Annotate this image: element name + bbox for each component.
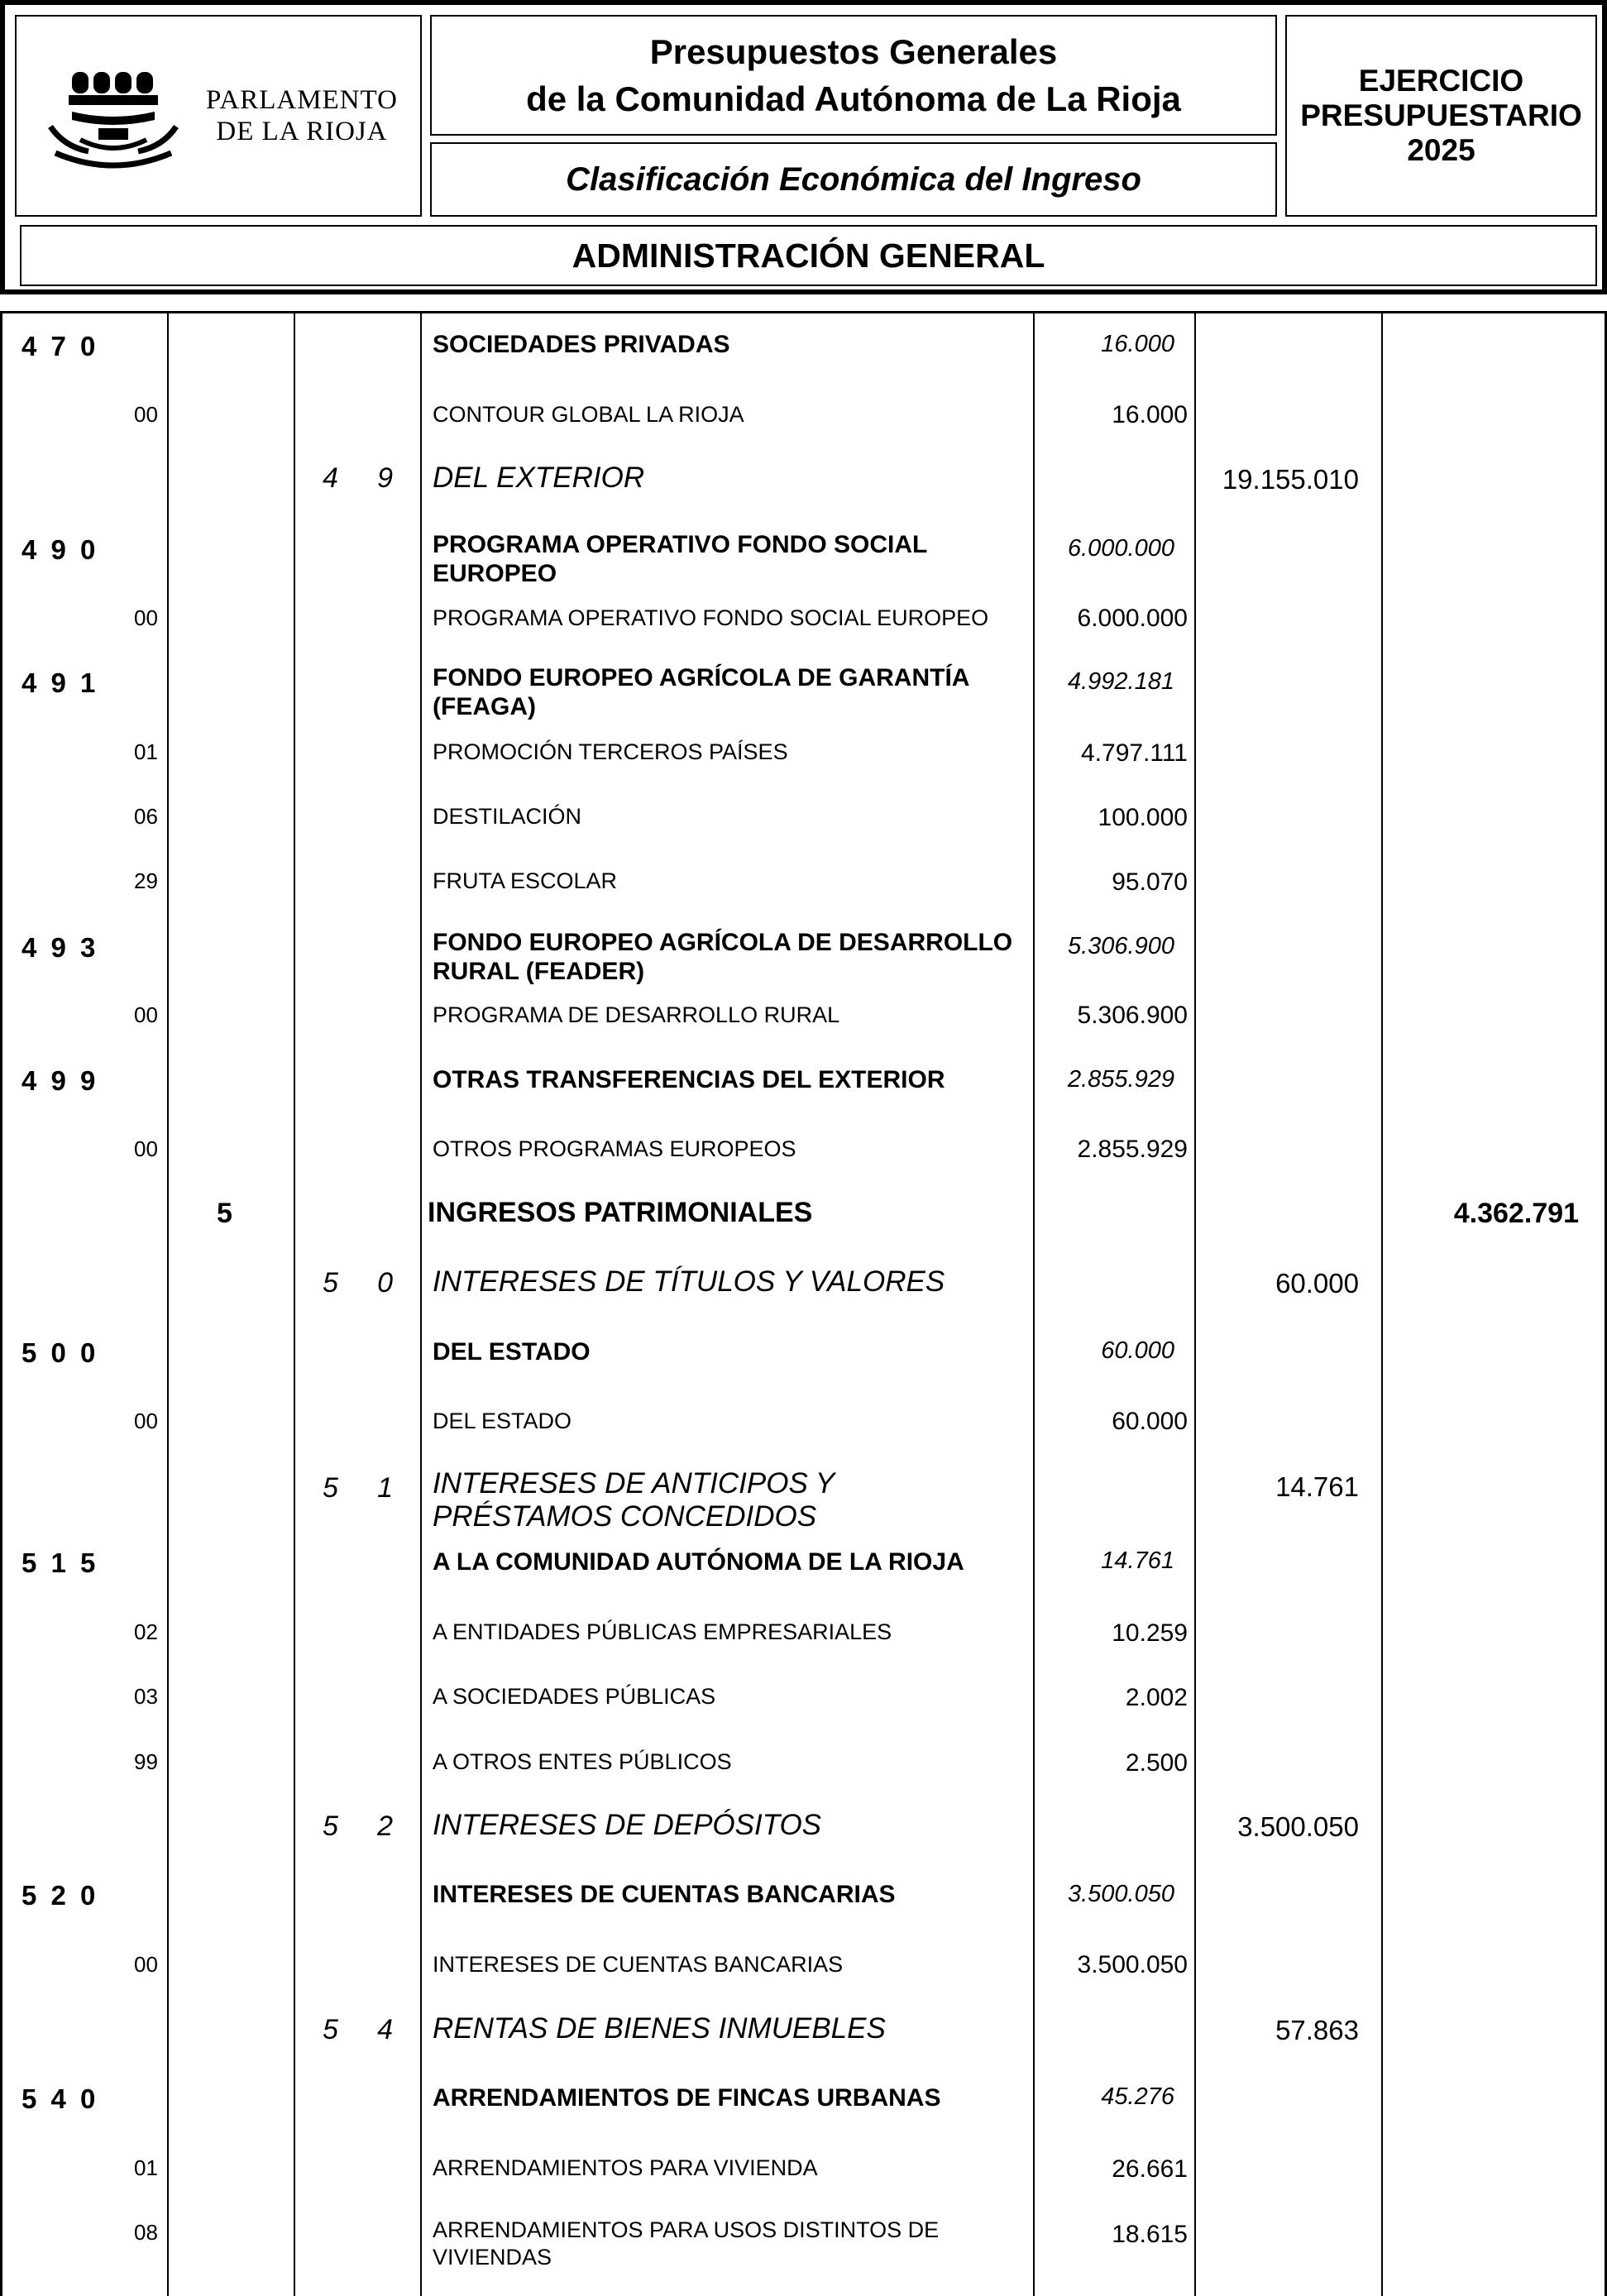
subconcept-description: A OTROS ENTES PÚBLICOS — [433, 1749, 732, 1774]
ejercicio-line1: EJERCICIO — [1358, 64, 1524, 98]
article-code: 5 0 — [323, 1267, 394, 1299]
subconcept-description: OTROS PROGRAMAS EUROPEOS — [433, 1136, 796, 1161]
article-description: INTERESES DE TÍTULOS Y VALORES — [433, 1265, 945, 1298]
subconcept-description: DEL ESTADO — [433, 1409, 572, 1433]
column-divider — [1033, 311, 1035, 2296]
subconcept-amount: 18.615 — [1112, 2221, 1188, 2248]
subconcept-description: ARRENDAMIENTOS PARA VIVIENDA — [433, 2155, 818, 2180]
article-code: 4 9 — [323, 462, 394, 494]
column-divider — [1194, 311, 1196, 2296]
concept-amount: 16.000 — [1101, 331, 1174, 357]
subconcept-description: PROGRAMA DE DESARROLLO RURAL — [433, 1002, 840, 1027]
concept-amount: 4.992.181 — [1067, 668, 1174, 695]
concept-amount: 60.000 — [1101, 1337, 1174, 1364]
subconcept-code: 01 — [134, 739, 158, 764]
subconcept-amount: 16.000 — [1112, 401, 1188, 428]
concept-code: 4 9 9 — [22, 1065, 96, 1096]
fiscal-year-box — [1285, 15, 1597, 217]
concept-amount: 5.306.900 — [1067, 933, 1174, 959]
concept-description: INTERESES DE CUENTAS BANCARIAS — [433, 1881, 896, 1908]
document-subtitle-box — [430, 142, 1277, 217]
section-title: ADMINISTRACIÓN GENERAL — [572, 236, 1045, 275]
subconcept-amount: 5.306.900 — [1077, 1002, 1188, 1029]
article-code: 5 1 — [323, 1472, 394, 1504]
ejercicio-year: 2025 — [1407, 133, 1475, 167]
concept-amount: 14.761 — [1101, 1547, 1174, 1574]
parliament-name-line1: PARLAMENTO — [206, 85, 398, 115]
column-divider — [167, 311, 169, 2296]
article-amount: 3.500.050 — [1237, 1811, 1359, 1842]
concept-code: 5 4 0 — [22, 2083, 96, 2114]
chapter-description: INGRESOS PATRIMONIALES — [428, 1197, 813, 1228]
article-code: 5 4 — [323, 2014, 394, 2045]
concept-description: FONDO EUROPEO AGRÍCOLA DE GARANTÍA (FEAGA) — [433, 664, 969, 720]
subconcept-amount: 26.661 — [1112, 2155, 1188, 2183]
concept-description: SOCIEDADES PRIVADAS — [433, 331, 730, 358]
concept-amount: 6.000.000 — [1067, 535, 1174, 562]
concept-amount: 3.500.050 — [1067, 1881, 1174, 1907]
subconcept-amount: 3.500.050 — [1077, 1951, 1188, 1978]
title-line1: Presupuestos Generales — [649, 32, 1058, 71]
parliament-logo-box — [15, 15, 422, 217]
subconcept-code: 00 — [134, 1409, 158, 1433]
subconcept-amount: 6.000.000 — [1077, 605, 1188, 632]
concept-code: 4 7 0 — [22, 331, 96, 361]
article-description: INTERESES DE DEPÓSITOS — [433, 1809, 822, 1841]
article-description: DEL EXTERIOR — [433, 462, 645, 494]
concept-description: OTRAS TRANSFERENCIAS DEL EXTERIOR — [433, 1066, 945, 1093]
article-description: RENTAS DE BIENES INMUEBLES — [433, 2012, 886, 2045]
article-amount: 19.155.010 — [1222, 464, 1359, 495]
subconcept-code: 00 — [134, 1136, 158, 1161]
concept-description: DEL ESTADO — [433, 1338, 591, 1366]
concept-code: 4 9 1 — [22, 667, 96, 698]
title-line2: de la Comunidad Autónoma de La Rioja — [526, 79, 1181, 118]
chapter-code: 5 — [217, 1198, 232, 1229]
concept-code: 4 9 0 — [22, 534, 96, 565]
subconcept-code: 00 — [134, 1952, 158, 1977]
section-title-box — [20, 225, 1597, 286]
concept-code: 5 0 0 — [22, 1337, 96, 1368]
concept-description: ARRENDAMIENTOS DE FINCAS URBANAS — [433, 2084, 941, 2112]
document-title-box — [430, 15, 1277, 136]
subconcept-description: ARRENDAMIENTOS PARA USOS DISTINTOS DE VIVIENDAS — [433, 2217, 940, 2270]
subconcept-description: PROGRAMA OPERATIVO FONDO SOCIAL EUROPEO — [433, 605, 989, 630]
parliament-name-line2: DE LA RIOJA — [216, 117, 388, 146]
concept-description: FONDO EUROPEO AGRÍCOLA DE DESARROLLO RURAL (FEADER) — [433, 929, 1013, 985]
subconcept-description: INTERESES DE CUENTAS BANCARIAS — [433, 1952, 844, 1977]
subconcept-description: DESTILACIÓN — [433, 804, 582, 829]
subconcept-code: 02 — [134, 1619, 158, 1644]
article-description: INTERESES DE ANTICIPOS Y PRÉSTAMOS CONCEDIDOS — [433, 1467, 835, 1533]
column-divider — [420, 311, 422, 2296]
ejercicio-line2: PRESUPUESTARIO — [1300, 98, 1582, 132]
subconcept-amount: 2.500 — [1125, 1749, 1188, 1777]
subconcept-amount: 100.000 — [1098, 804, 1188, 831]
concept-description: A LA COMUNIDAD AUTÓNOMA DE LA RIOJA — [433, 1548, 964, 1576]
concept-amount: 2.855.929 — [1067, 1066, 1174, 1093]
subconcept-code: 00 — [134, 402, 158, 427]
subtitle: Clasificación Económica del Ingreso — [566, 160, 1141, 198]
concept-amount: 45.276 — [1101, 2083, 1174, 2110]
concept-code: 5 1 5 — [22, 1547, 96, 1578]
subconcept-code: 00 — [134, 1002, 158, 1027]
subconcept-amount: 2.855.929 — [1077, 1136, 1188, 1163]
article-amount: 14.761 — [1275, 1471, 1359, 1502]
article-amount: 60.000 — [1275, 1268, 1359, 1299]
subconcept-code: 00 — [134, 605, 158, 630]
article-code: 5 2 — [323, 1810, 394, 1842]
parliament-emblem-icon — [39, 54, 196, 178]
subconcept-description: A SOCIEDADES PÚBLICAS — [433, 1684, 716, 1709]
subconcept-amount: 10.259 — [1112, 1619, 1188, 1647]
subconcept-code: 01 — [134, 2155, 158, 2180]
subconcept-code: 03 — [134, 1684, 158, 1709]
subconcept-code: 08 — [134, 2220, 158, 2245]
concept-description: PROGRAMA OPERATIVO FONDO SOCIAL EUROPEO — [433, 531, 927, 587]
subconcept-code: 29 — [134, 868, 158, 893]
subconcept-description: CONTOUR GLOBAL LA RIOJA — [433, 402, 744, 427]
column-divider — [294, 311, 295, 2296]
subconcept-amount: 4.797.111 — [1080, 739, 1188, 767]
chapter-amount: 4.362.791 — [1453, 1198, 1579, 1229]
concept-code: 5 2 0 — [22, 1880, 96, 1911]
subconcept-amount: 60.000 — [1112, 1408, 1188, 1435]
concept-code: 4 9 3 — [22, 932, 96, 963]
subconcept-description: A ENTIDADES PÚBLICAS EMPRESARIALES — [433, 1619, 892, 1644]
subconcept-description: PROMOCIÓN TERCEROS PAÍSES — [433, 739, 788, 764]
subconcept-amount: 95.070 — [1112, 868, 1188, 896]
article-amount: 57.863 — [1275, 2015, 1359, 2045]
subconcept-code: 06 — [134, 804, 158, 829]
subconcept-amount: 2.002 — [1125, 1684, 1188, 1711]
column-divider — [1381, 311, 1383, 2296]
subconcept-description: FRUTA ESCOLAR — [433, 868, 618, 893]
subconcept-code: 99 — [134, 1749, 158, 1774]
page-header — [0, 0, 1607, 294]
